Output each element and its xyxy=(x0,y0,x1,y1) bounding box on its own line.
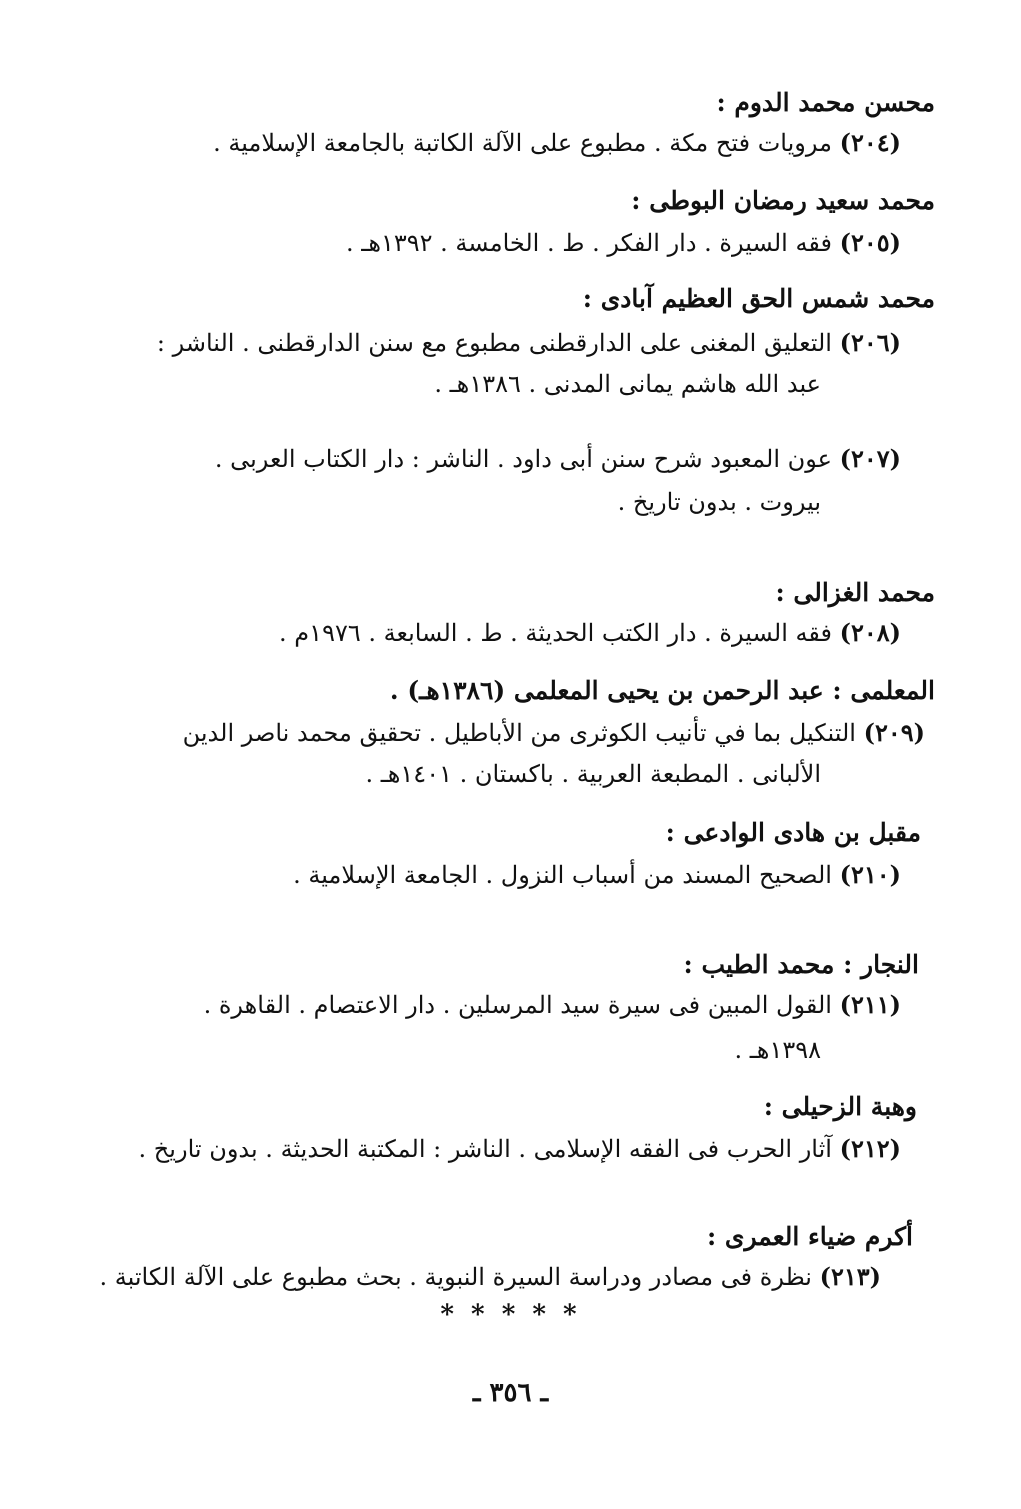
entry-continuation: الألبانى . المطبعة العربية . باكستان . ١٤٠١هـ . xyxy=(365,760,821,788)
author-heading: محسن محمد الدوم : xyxy=(716,88,935,117)
author-heading: محمد سعيد رمضان البوطى : xyxy=(631,186,935,215)
entry-number: (٢٠٤) xyxy=(839,128,901,157)
entry-text: فقه السيرة . دار الكتب الحديثة . ط . السابعة . ١٩٧٦م . xyxy=(279,619,832,647)
entry-number: (٢١١) xyxy=(839,990,901,1019)
bibliography-entry xyxy=(215,444,901,473)
entry-text: التعليق المغنى على الدارقطنى مطبوع مع سنن الدارقطنى . الناشر : xyxy=(156,329,832,357)
entry-text: عون المعبود شرح سنن أبى داود . الناشر : دار الكتاب العربى . xyxy=(214,445,832,473)
bibliography-entry xyxy=(204,990,901,1019)
entry-text: نظرة فى مصادر ودراسة السيرة النبوية . بحث مطبوع على الآلة الكاتبة . xyxy=(99,1263,812,1291)
entry-text: مرويات فتح مكة . مطبوع على الآلة الكاتبة بالجامعة الإسلامية . xyxy=(213,129,832,157)
entry-text: آثار الحرب فى الفقه الإسلامى . الناشر : المكتبة الحديثة . بدون تاريخ . xyxy=(138,1135,832,1163)
entry-continuation: بيروت . بدون تاريخ . xyxy=(617,488,821,516)
entry-number: (٢١٠) xyxy=(839,860,901,889)
bibliography-entry xyxy=(213,128,901,157)
entry-continuation: عبد الله هاشم يمانى المدنى . ١٣٨٦هـ . xyxy=(434,370,821,398)
entry-number: (٢٠٥) xyxy=(839,228,901,257)
bibliography-entry xyxy=(183,718,925,747)
entry-number: (٢٠٩) xyxy=(863,718,925,747)
entry-number: (٢١٣) xyxy=(819,1262,881,1291)
bibliography-entry xyxy=(293,860,901,889)
entry-continuation: ١٣٩٨هـ . xyxy=(734,1036,821,1064)
entry-text: القول المبين فى سيرة سيد المرسلين . دار الاعتصام . القاهرة . xyxy=(203,991,832,1019)
entry-number: (٢١٢) xyxy=(839,1134,901,1163)
bibliography-entry xyxy=(157,328,901,357)
bibliography-entry xyxy=(346,228,901,257)
author-heading: وهبة الزحيلى : xyxy=(763,1092,917,1121)
page-number: ـ ٣٥٦ ـ xyxy=(472,1378,549,1408)
entry-number: (٢٠٨) xyxy=(839,618,901,647)
entry-text: الصحيح المسند من أسباب النزول . الجامعة الإسلامية . xyxy=(293,861,832,889)
author-heading: النجار : محمد الطيب : xyxy=(683,950,919,979)
bibliography-entry xyxy=(279,618,901,647)
entry-text: فقه السيرة . دار الفكر . ط . الخامسة . ١٣٩٢هـ . xyxy=(346,229,832,257)
author-heading: أكرم ضياء العمرى : xyxy=(706,1222,913,1251)
section-ornament: * * * * * xyxy=(440,1300,581,1330)
entry-text: التنكيل بما في تأنيب الكوثرى من الأباطيل . تحقيق محمد ناصر الدين xyxy=(182,719,856,747)
author-heading: المعلمى : عبد الرحمن بن يحيى المعلمى (١٣٨٦هـ) . xyxy=(389,676,935,705)
entry-number: (٢٠٦) xyxy=(839,328,901,357)
entry-number: (٢٠٧) xyxy=(839,444,901,473)
author-heading: محمد شمس الحق العظيم آبادى : xyxy=(582,284,935,313)
bibliography-entry xyxy=(99,1262,881,1291)
bibliography-entry xyxy=(139,1134,901,1163)
author-heading: مقبل بن هادى الوادعى : xyxy=(665,818,921,847)
author-heading: محمد الغزالى : xyxy=(775,578,935,607)
